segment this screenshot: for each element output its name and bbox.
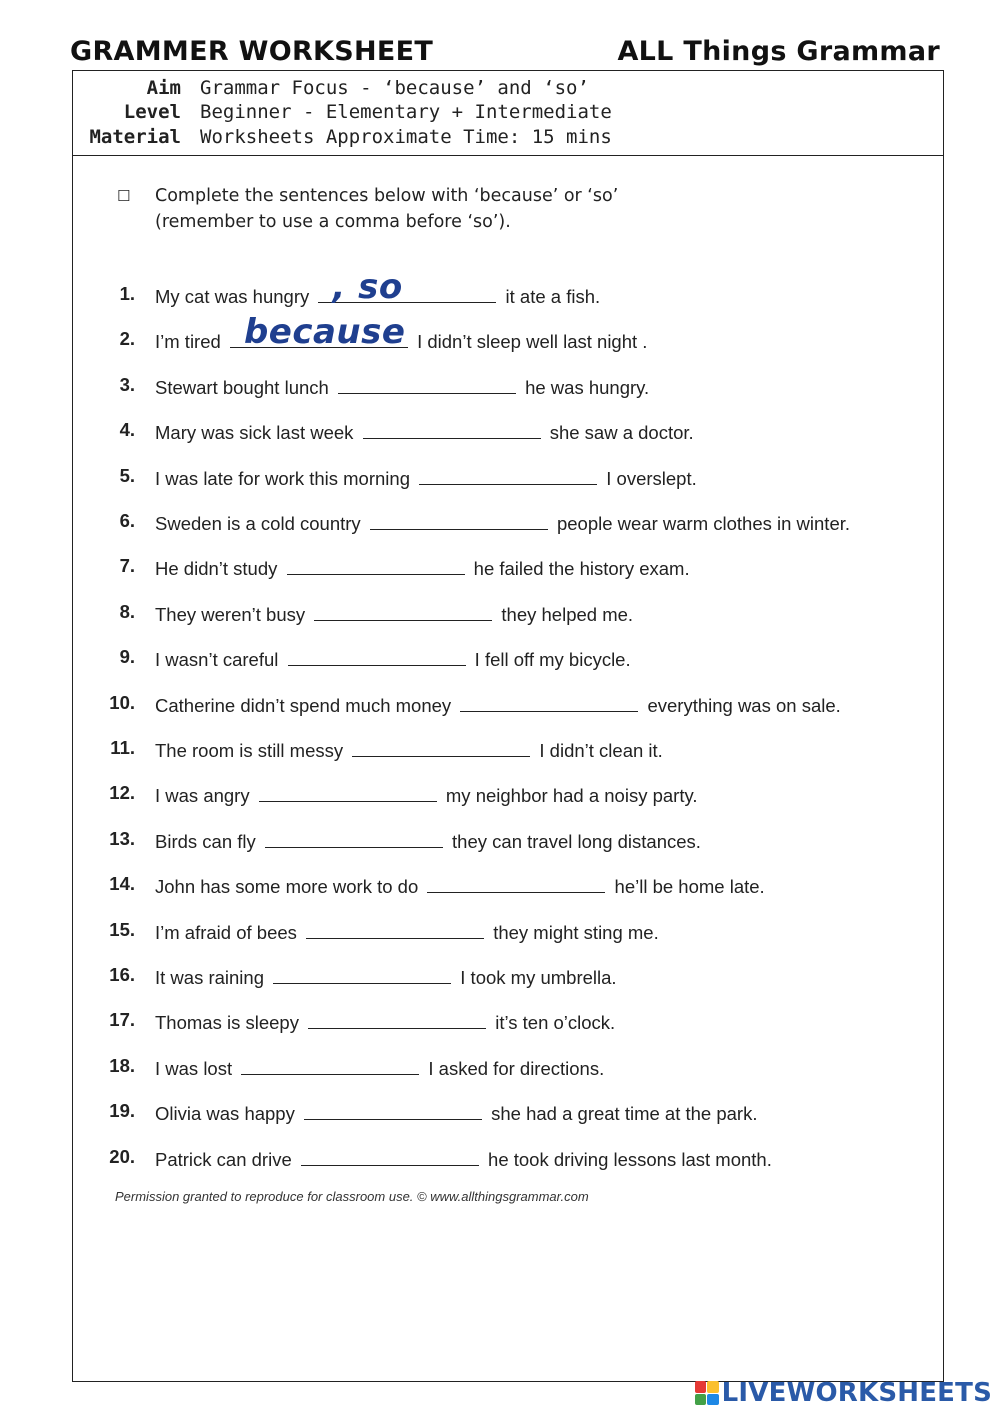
instructions <box>117 183 619 235</box>
question-number: 7. <box>119 555 135 577</box>
answer-blank[interactable] <box>306 919 484 939</box>
question-row <box>73 555 933 585</box>
answer-blank[interactable] <box>273 964 451 984</box>
question-row <box>73 465 933 495</box>
sentence-end: I didn’t sleep well last night . <box>417 331 648 353</box>
answer-blank[interactable] <box>301 1146 479 1166</box>
sentence-start: Patrick can drive <box>155 1148 292 1170</box>
logo-square <box>695 1381 707 1393</box>
question-text <box>155 465 697 490</box>
question-row <box>73 1146 933 1176</box>
question-text <box>155 419 694 444</box>
answer-blank[interactable] <box>314 601 492 621</box>
question-row <box>73 1009 933 1039</box>
question-text <box>155 646 631 671</box>
question-number: 1. <box>119 283 135 304</box>
logo-square <box>707 1381 719 1393</box>
question-number: 11. <box>110 737 135 758</box>
question-text <box>155 601 633 626</box>
question-row <box>73 964 933 994</box>
question-number: 13. <box>109 827 135 849</box>
checkbox-bullet-icon: ☐ <box>117 187 131 205</box>
question-number: 20. <box>109 1145 135 1167</box>
question-number: 16. <box>109 964 135 985</box>
question-row <box>73 1055 933 1085</box>
question-row <box>73 782 933 812</box>
question-text <box>155 692 841 717</box>
sentence-start: Mary was sick last week <box>155 422 354 444</box>
info-label: Material <box>89 126 181 148</box>
answer-blank[interactable] <box>241 1055 419 1075</box>
answer-blank[interactable] <box>460 692 638 712</box>
info-value: Beginner - Elementary + Intermediate <box>200 101 612 123</box>
sentence-end: it ate a fish. <box>505 286 601 307</box>
instruction-line-1: Complete the sentences below with ‘because’ or ‘so’ <box>155 186 619 206</box>
question-row <box>73 1100 933 1130</box>
info-divider <box>73 155 943 156</box>
sentence-start: I was angry <box>155 785 250 807</box>
answer-blank[interactable] <box>338 374 516 394</box>
sentence-end: I asked for directions. <box>428 1057 605 1079</box>
answer-blank[interactable] <box>288 646 466 666</box>
sentence-end: everything was on sale. <box>647 694 841 716</box>
instruction-line-2: (remember to use a comma before ‘so’). <box>155 212 511 232</box>
sentence-start: Catherine didn’t spend much money <box>155 694 452 716</box>
answer-blank[interactable] <box>370 510 548 530</box>
question-row <box>73 601 933 631</box>
question-text <box>155 873 765 898</box>
sentence-start: I was lost <box>155 1057 233 1079</box>
question-number: 3. <box>119 373 135 395</box>
sentence-end: he’ll be home late. <box>614 876 765 898</box>
sentence-start: My cat was hungry <box>155 286 310 307</box>
answer-blank[interactable] <box>363 419 541 439</box>
question-text <box>155 782 698 807</box>
question-text <box>155 964 617 989</box>
sentence-start: I was late for work this morning <box>155 467 410 489</box>
question-text <box>155 312 648 353</box>
question-row <box>73 419 933 449</box>
answer-blank[interactable] <box>230 312 408 353</box>
question-row <box>73 919 933 949</box>
sentence-end: he took driving lessons last month. <box>488 1148 772 1170</box>
answer-blank[interactable] <box>318 267 496 307</box>
sentence-end: it’s ten o’clock. <box>495 1012 616 1034</box>
answer-blank[interactable] <box>427 873 605 893</box>
sentence-start: Stewart bought lunch <box>155 376 329 398</box>
question-row <box>73 692 933 722</box>
question-text <box>155 1146 772 1171</box>
answer-blank[interactable] <box>287 555 465 575</box>
question-row <box>73 510 933 540</box>
liveworksheets-logo <box>695 1378 992 1408</box>
sentence-start: Olivia was happy <box>155 1103 295 1125</box>
sentence-end: she had a great time at the park. <box>491 1103 758 1125</box>
sentence-end: I overslept. <box>606 467 697 489</box>
answer-blank[interactable] <box>304 1100 482 1120</box>
question-text <box>155 828 701 853</box>
answer-blank[interactable] <box>419 465 597 485</box>
question-row <box>73 312 933 358</box>
answer-blank[interactable] <box>259 782 437 802</box>
question-text <box>155 1100 757 1125</box>
worksheet-title: GRAMMER WORKSHEET <box>70 36 434 67</box>
info-value: Worksheets Approximate Time: 15 mins <box>200 126 612 148</box>
answer-blank[interactable] <box>265 828 443 848</box>
question-number: 17. <box>109 1009 135 1031</box>
sentence-end: they can travel long distances. <box>452 830 701 852</box>
worksheet-frame <box>72 70 944 1382</box>
logo-square <box>695 1394 707 1406</box>
sentence-start: The room is still messy <box>155 740 344 761</box>
question-number: 15. <box>109 918 135 940</box>
sentence-end: people wear warm clothes in winter. <box>556 513 851 534</box>
info-label: Level <box>123 101 181 123</box>
logo-text: LIVEWORKSHEETS <box>721 1378 992 1408</box>
question-text <box>155 267 601 308</box>
answer-blank[interactable] <box>308 1009 486 1029</box>
question-text <box>155 1055 604 1080</box>
question-text <box>155 919 659 944</box>
question-text <box>155 1009 615 1034</box>
question-number: 18. <box>109 1054 135 1076</box>
publisher-title: ALL Things Grammar <box>617 36 940 67</box>
question-number: 14. <box>109 873 135 895</box>
sentence-start: Birds can fly <box>155 830 256 852</box>
answer-blank[interactable] <box>352 737 530 757</box>
sentence-start: They weren’t busy <box>155 603 306 625</box>
question-number: 19. <box>109 1100 135 1122</box>
handwritten-answer: , so <box>332 267 403 307</box>
question-row <box>73 873 933 903</box>
sentence-end: my neighbor had a noisy party. <box>445 785 698 807</box>
question-number: 10. <box>109 691 135 713</box>
info-label: Aim <box>146 77 181 99</box>
sentence-start: Thomas is sleepy <box>155 1012 299 1034</box>
question-number: 2. <box>119 328 135 350</box>
sentence-start: I’m tired <box>155 331 221 353</box>
question-row <box>73 737 933 767</box>
sentence-end: they might sting me. <box>493 921 659 943</box>
sentence-start: Sweden is a cold country <box>155 513 361 534</box>
liveworksheets-logo-icon <box>695 1381 719 1405</box>
question-text <box>155 374 649 399</box>
sentence-end: they helped me. <box>501 603 634 625</box>
question-row <box>73 374 933 404</box>
sentence-start: John has some more work to do <box>155 876 419 898</box>
logo-square <box>707 1394 719 1406</box>
question-text <box>155 737 663 762</box>
sentence-start: It was raining <box>155 967 264 988</box>
sentence-start: He didn’t study <box>155 558 278 580</box>
copyright-footer: Permission granted to reproduce for classroom use. © www.allthingsgrammar.com <box>115 1189 589 1204</box>
sentence-end: he failed the history exam. <box>473 558 690 580</box>
sentence-end: I fell off my bicycle. <box>474 649 631 671</box>
question-row <box>73 828 933 858</box>
sentence-end: she saw a doctor. <box>549 422 694 444</box>
info-value: Grammar Focus - ‘because’ and ‘so’ <box>200 77 589 99</box>
question-number: 6. <box>119 510 135 531</box>
question-number: 4. <box>119 419 135 441</box>
question-row <box>73 267 933 313</box>
question-number: 12. <box>109 782 135 804</box>
question-row <box>73 646 933 676</box>
question-text <box>155 555 690 580</box>
question-text <box>155 510 850 535</box>
question-number: 9. <box>119 646 135 668</box>
sentence-end: I didn’t clean it. <box>539 740 663 761</box>
sentence-end: I took my umbrella. <box>460 967 617 988</box>
sentence-start: I wasn’t careful <box>155 649 279 671</box>
handwritten-answer: because <box>243 312 406 353</box>
question-number: 8. <box>119 600 135 622</box>
sentence-start: I’m afraid of bees <box>155 921 297 943</box>
question-number: 5. <box>119 464 135 486</box>
sentence-end: he was hungry. <box>525 376 650 398</box>
